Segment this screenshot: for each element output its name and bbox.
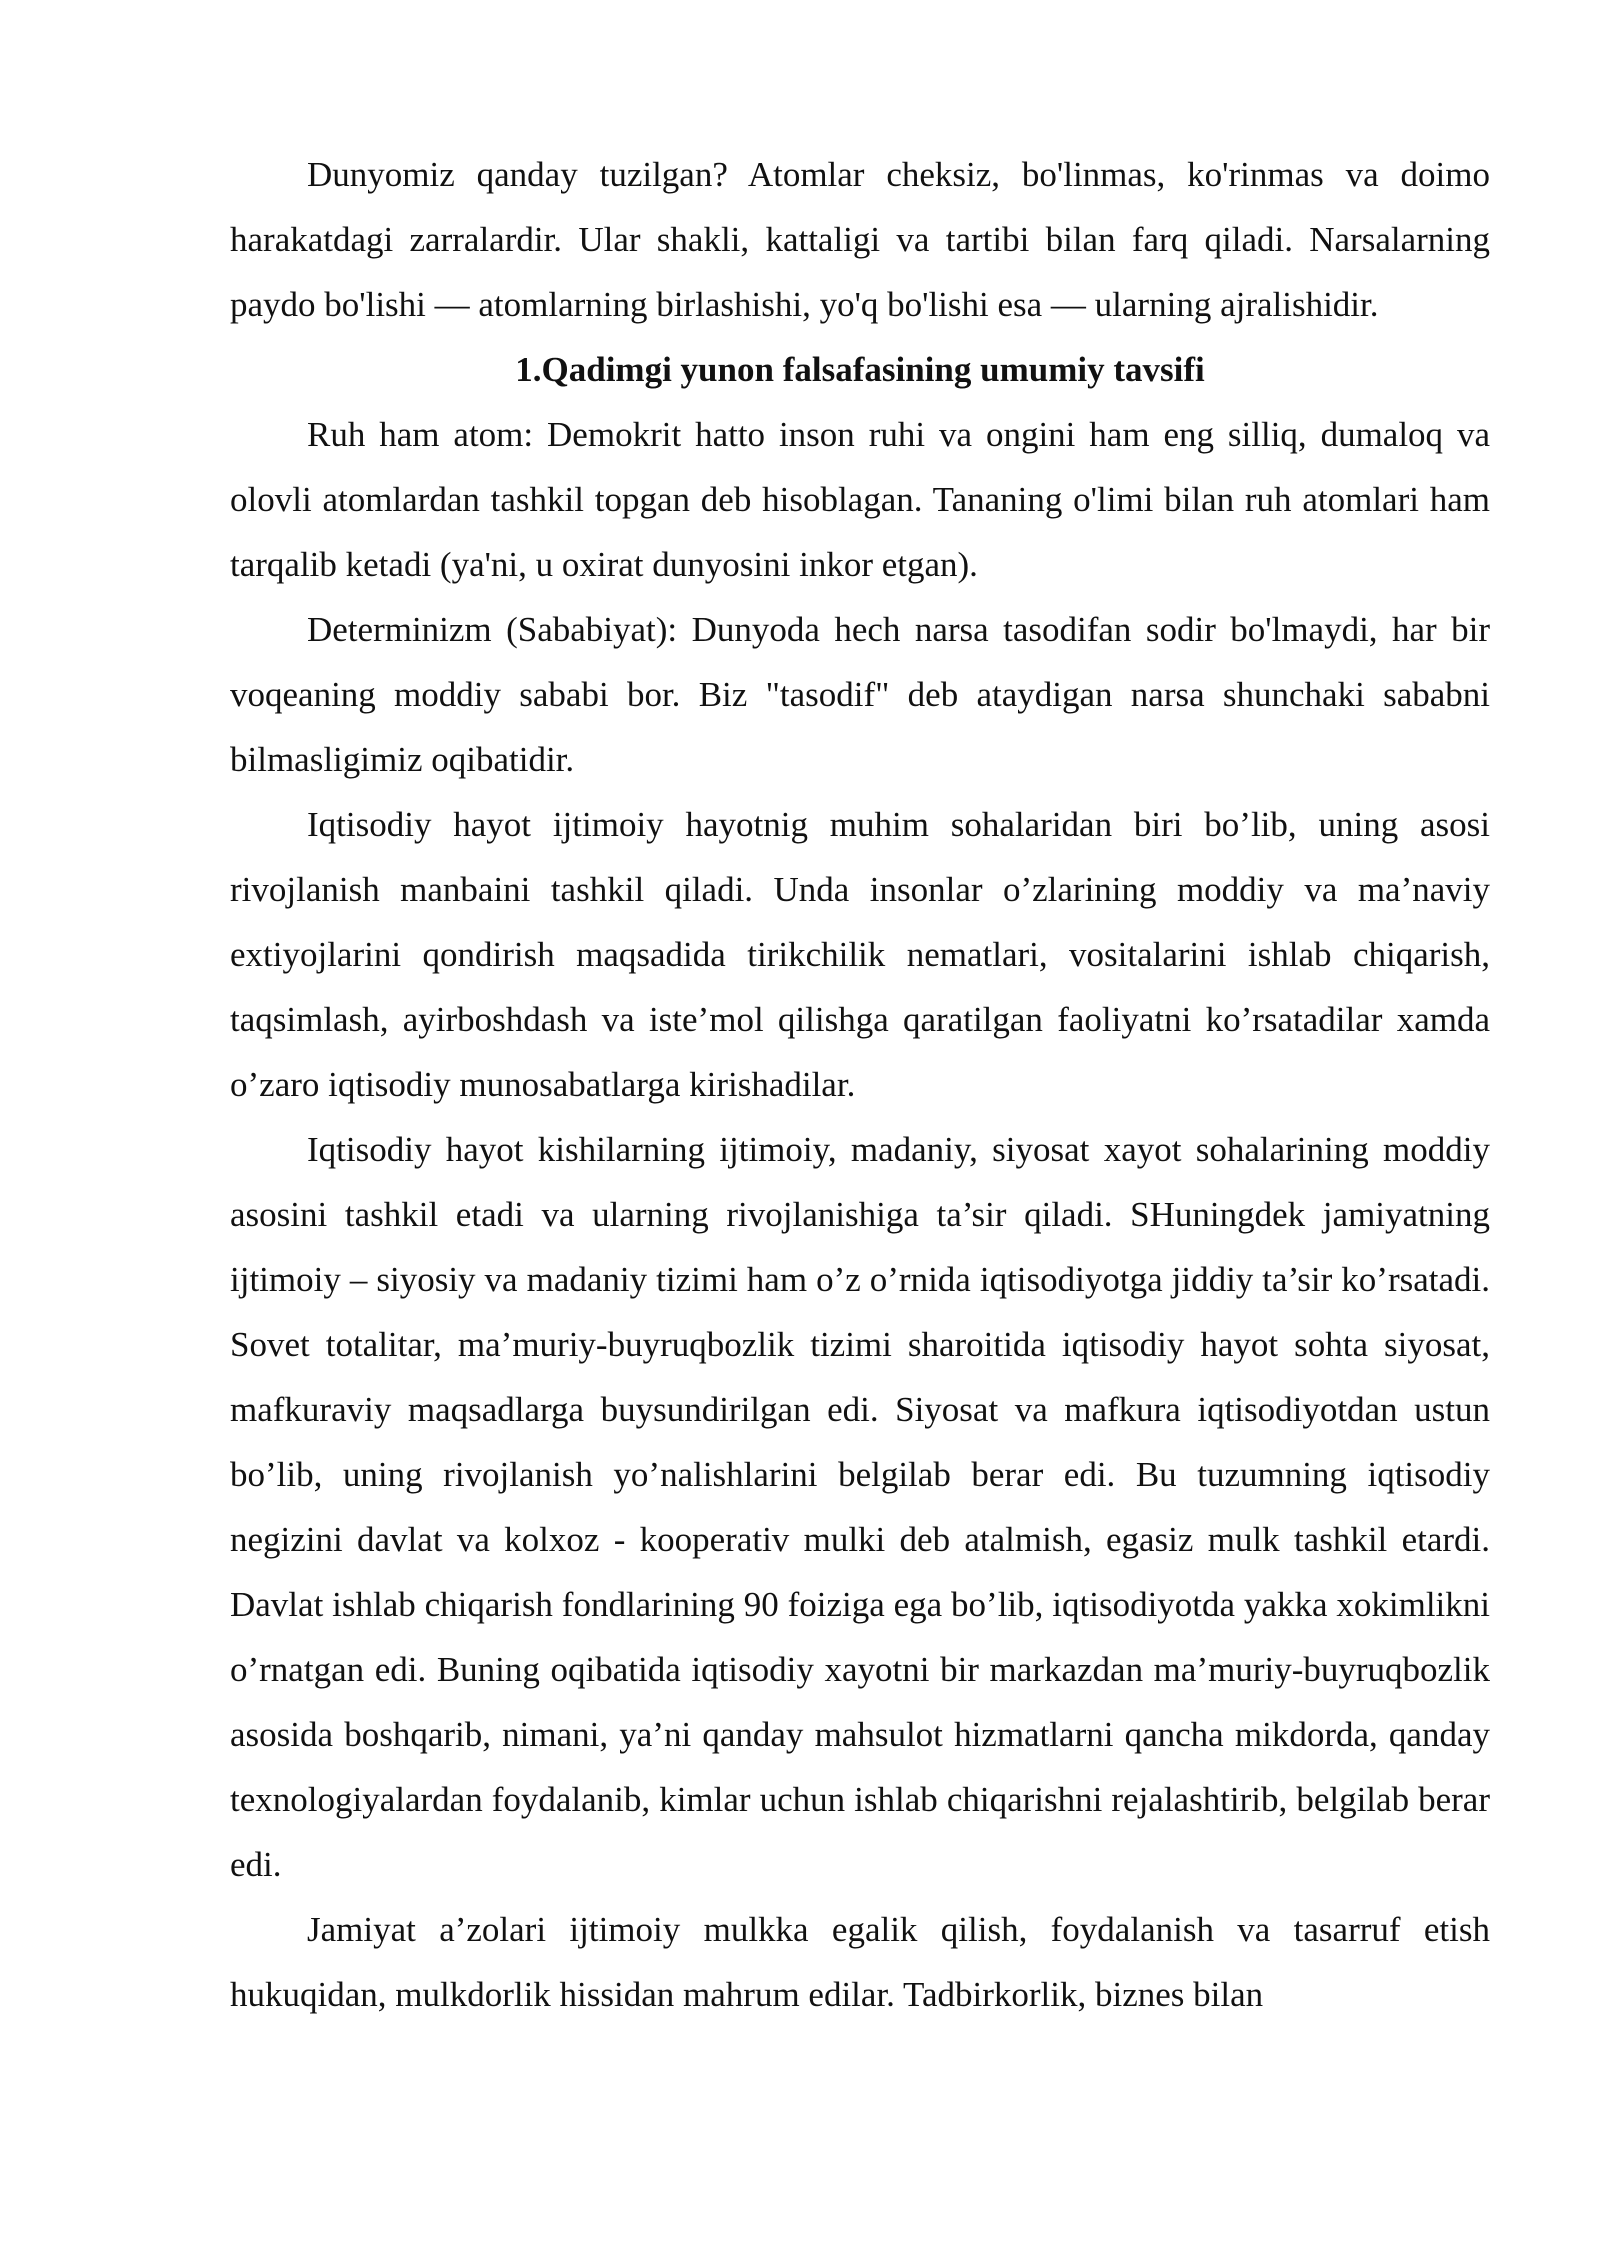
- paragraph-economic-life-soviet: Iqtisodiy hayot kishilarning ijtimoiy, madaniy, siyosat xayot sohalarining moddiy asosini tashkil etadi va ularning rivojlanishiga ta’sir qiladi. SHuningdek jamiyatning ijtimoiy – siyosiy va madaniy tizimi ham o’z o’rnida iqtisodiyotga jiddiy ta’sir ko’rsatadi. Sovet totalitar, ma’muriy-buyruqbozlik tizimi sharoitida iqtisodiy hayot sohta siyosat, mafkuraviy maqsadlarga buysundirilgan edi. Siyosat va mafkura iqtisodiyotdan ustun bo’lib, uning rivojlanish yo’nalishlarini belgilab berar edi. Bu tuzumning iqtisodiy negizini davlat va kolxoz - kooperativ mulki deb atalmish, egasiz mulk tashkil etardi. Davlat ishlab chiqarish fondlarining 90 foiziga ega bo’lib, iqtisodiyotda yakka xokimlikni o’rnatgan edi. Buning oqibatida iqtisodiy xayotni bir markazdan ma’muriy-buyruqbozlik asosida boshqarib, nimani, ya’ni qanday mahsulot hizmatlarni qancha mikdorda, qanday texnologiyalardan foydalanib, kimlar uchun ishlab chiqarishni rejalashtirib, belgilab berar edi.: [230, 1130, 1490, 1884]
- document-body: [230, 142, 1490, 2027]
- paragraph-determinism: Determinizm (Sababiyat): Dunyoda hech narsa tasodifan sodir bo'lmaydi, har bir voqeaning moddiy sababi bor. Biz "tasodif" deb ataydigan narsa shunchaki sababni bilmasligimiz oqibatidir.: [230, 610, 1490, 779]
- paragraph-atoms: Dunyomiz qanday tuzilgan? Atomlar cheksiz, bo'linmas, ko'rinmas va doimo harakatdagi zarralardir. Ular shakli, kattaligi va tartibi bilan farq qiladi. Narsalarning paydo bo'lishi — atomlarning birlashishi, yo'q bo'lishi esa — ularning ajralishidir.: [230, 155, 1490, 324]
- paragraph-economic-life: Iqtisodiy hayot ijtimoiy hayotnig muhim sohalaridan biri bo’lib, uning asosi rivojlanish manbaini tashkil qiladi. Unda insonlar o’zlarining moddiy va ma’naviy extiyojlarini qondirish maqsadida tirikchilik nematlari, vositalarini ishlab chiqarish, taqsimlash, ayirboshdash va iste’mol qilishga qaratilgan faoliyatni ko’rsatadilar xamda o’zaro iqtisodiy munosabatlarga kirishadilar.: [230, 805, 1490, 1104]
- paragraph-society-members: Jamiyat a’zolari ijtimoiy mulkka egalik qilish, foydalanish va tasarruf etish hukuqidan, mulkdorlik hissidan mahrum edilar. Tadbirkorlik, biznes bilan: [230, 1910, 1490, 2014]
- section-heading: 1.Qadimgi yunon falsafasining umumiy tavsifi: [515, 350, 1205, 389]
- paragraph-soul-atom: Ruh ham atom: Demokrit hatto inson ruhi va ongini ham eng silliq, dumaloq va olovli atomlardan tashkil topgan deb hisoblagan. Tananing o'limi bilan ruh atomlari ham tarqalib ketadi (ya'ni, u oxirat dunyosini inkor etgan).: [230, 415, 1490, 584]
